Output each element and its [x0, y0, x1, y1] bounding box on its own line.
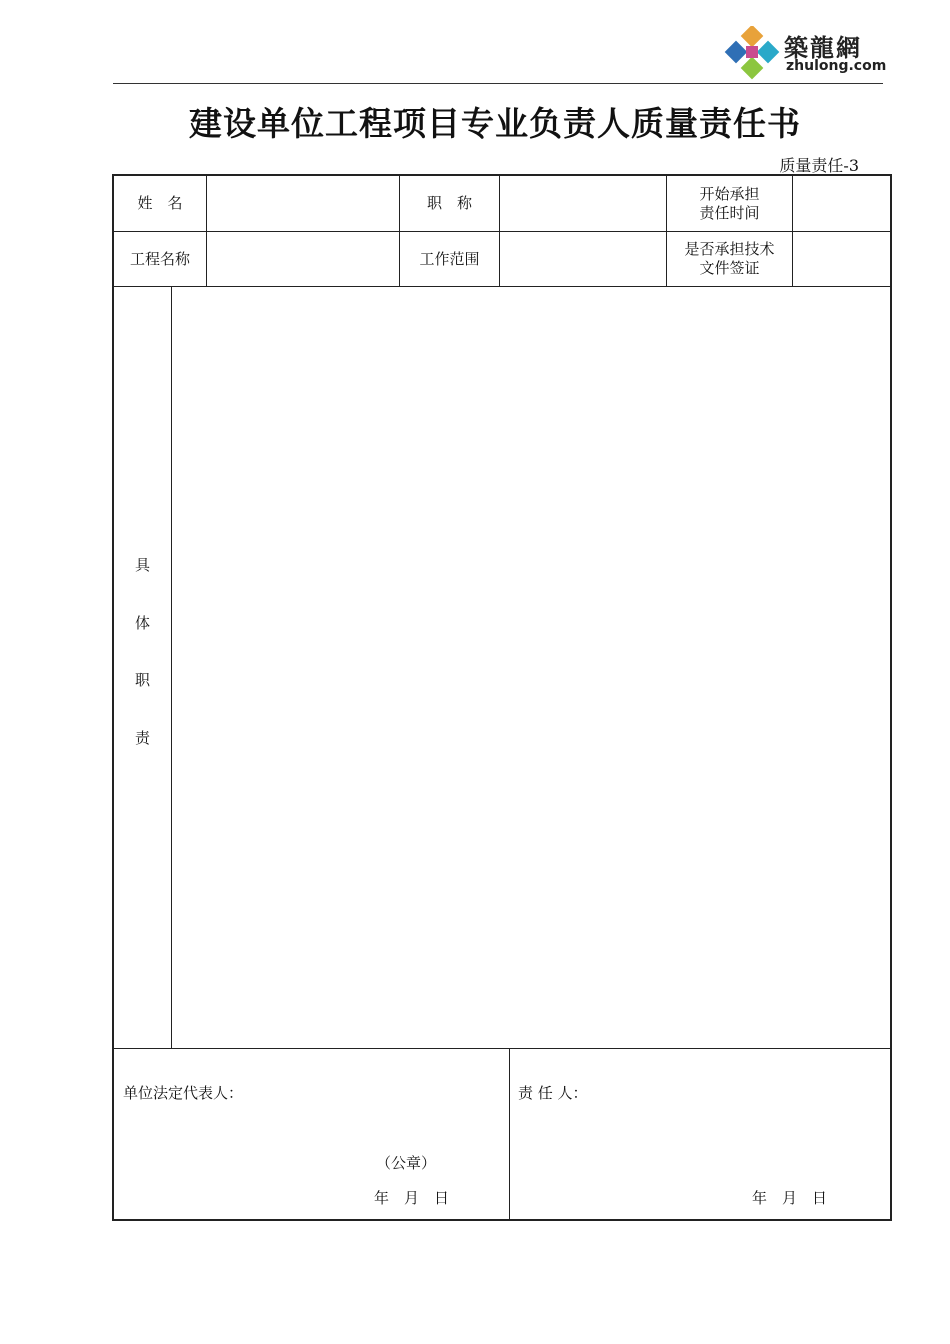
duties-label-char: 职	[134, 671, 150, 689]
work-scope-field[interactable]	[500, 232, 666, 286]
logo-mark-icon	[722, 26, 782, 82]
name-label: 姓 名	[137, 194, 183, 212]
responsible-person-label: 责 任 人：	[518, 1084, 588, 1102]
start-time-label-line1: 开始承担	[699, 184, 760, 203]
tech-sign-field[interactable]	[793, 232, 890, 286]
responsibility-form	[112, 174, 892, 1221]
logo-chinese-text: 築龍網	[784, 34, 862, 62]
project-name-field[interactable]	[207, 232, 399, 286]
duties-content-area[interactable]	[172, 287, 890, 1048]
legal-representative-label: 单位法定代表人：	[123, 1084, 244, 1102]
duties-label-char: 具	[134, 556, 150, 574]
document-title: 建设单位工程项目专业负责人质量责任书	[189, 104, 801, 143]
right-date-label: 年 月 日	[752, 1189, 828, 1207]
row-divider	[114, 1048, 890, 1049]
tech-sign-label-line2: 文件签证	[699, 259, 760, 277]
tech-sign-label-line1: 是否承担技术	[684, 240, 775, 258]
zhulong-logo	[722, 26, 892, 82]
duties-label-char: 责	[134, 729, 150, 747]
logo-url-text: zhulong.com	[786, 58, 887, 74]
start-time-label	[667, 176, 792, 231]
header-divider	[113, 83, 883, 84]
job-title-field[interactable]	[500, 176, 666, 231]
tech-sign-label	[667, 232, 792, 286]
left-date-label: 年 月 日	[374, 1189, 450, 1207]
start-time-label-line2: 责任时间	[699, 203, 760, 222]
work-scope-label: 工作范围	[419, 249, 480, 268]
job-title-label: 职 称	[426, 194, 472, 212]
start-time-field[interactable]	[793, 176, 890, 231]
column-divider	[509, 1048, 510, 1221]
form-code: 质量责任-3	[779, 156, 859, 175]
duties-label-char: 体	[134, 614, 150, 632]
project-name-label: 工程名称	[129, 249, 190, 268]
official-seal-label: （公章）	[376, 1154, 437, 1172]
name-field[interactable]	[207, 176, 399, 231]
